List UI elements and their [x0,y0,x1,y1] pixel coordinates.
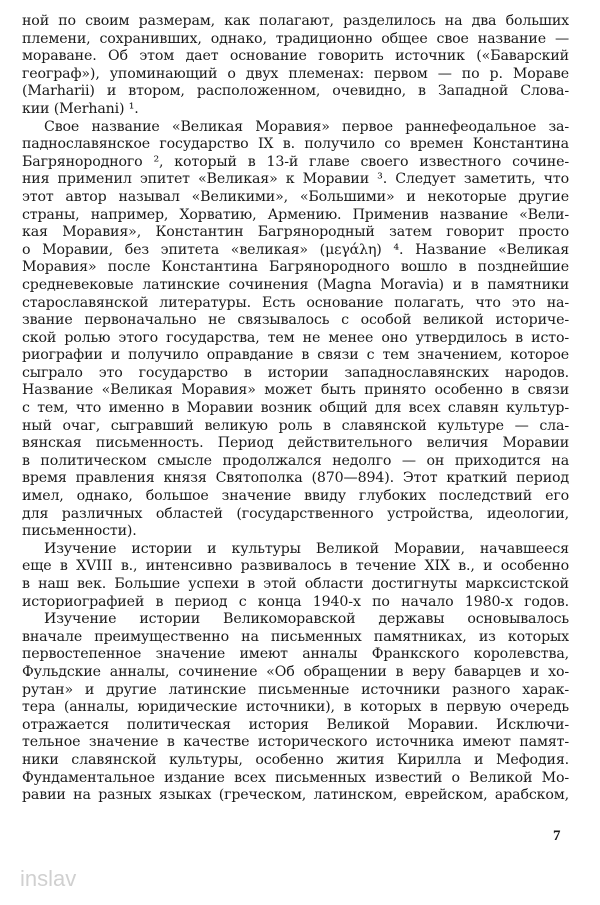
text-line: с тем, что именно в Моравии возник общий для всех славян культур- [22,400,569,417]
text-line: имел, однако, большое значение ввиду глубоких последствий его [22,488,569,505]
page-number: 7 [553,828,561,844]
text-line: кая Моравия», Константин Багрянородный затем говорит просто [22,224,569,241]
text-line: страны, например, Хорватию, Армению. Применив название «Вели- [22,206,569,223]
text-line: Изучение истории Великоморавской державы основывалось [44,611,569,628]
text-line: первостепенное значение имеют анналы Франкского королевства, [22,646,569,663]
text-line: еще в XVIII в., интенсивно развивалось в течение XIX в., и особенно [22,558,569,575]
text-line: тельное значение в качестве исторического источника имеют памят- [22,734,569,751]
text-line: о Моравии, без эпитета «великая» (μεγάλη) ⁴. Название «Великая [22,241,569,258]
text-line: Свое название «Великая Моравия» первое раннефеодальное за- [44,118,569,135]
text-line: Моравия» после Константина Багрянородного вошло в позднейшие [22,259,569,276]
text-line: тера (анналы, юридические источники), в которых в первую очередь [22,699,569,716]
text-line: вначале преимущественно на письменных памятниках, из которых [22,628,569,645]
text-line: старославянской литературы. Есть основание полагать, что это на- [22,294,569,311]
text-line: сыграло это государство в истории западнославянских народов. [22,364,569,381]
text-line: племени, сохранивших, однако, традиционно общее свое название — [22,30,569,47]
text-line: Фульдские анналы, сочинение «Об обращении в веру баварцев и хо- [22,663,569,680]
text-line: ной по своим размерам, как полагают, разделилось на два больших [22,13,569,29]
page-body-text [22,13,569,805]
text-line: ской ролью этого государства, тем не менее оно утвердилось в исто- [22,329,569,346]
text-line: географ»), упоминающий о двух племенах: первом — по р. Мораве [22,65,569,82]
text-line: в политическом смысле продолжался недолго — он приходится на [22,452,569,469]
text-line: паднославянское государство IX в. получило со времен Константина [22,136,569,153]
text-line: Багрянородного ², который в 13-й главе своего известного сочине- [22,153,569,170]
text-line: риографии и получило оправдание в связи с тем значением, которое [22,347,569,364]
text-line: ный очаг, сыгравший великую роль в славянской культуре — сла- [22,417,569,434]
text-line: ники славянской культуры, особенно жития Кирилла и Мефодия. [22,751,569,768]
text-line: Фундаментальное издание всех письменных известий о Великой Мо- [22,769,569,786]
text-line: мораване. Об этом дает основание говорить источник («Баварский [22,48,569,65]
text-line: ния применил эпитет «Великая» к Моравии ³. Следует заметить, что [22,171,569,188]
text-line: рутан» и другие латинские письменные источники разного харак- [22,681,569,698]
text-line: отражается политическая история Великой Моравии. Исключи- [22,716,569,733]
text-line: историографией в период с конца 1940-х по начало 1980-х годов. [22,593,569,610]
text-line: кии (Merhani) ¹. [22,100,139,117]
text-line: Изучение истории и культуры Великой Моравии, начавшееся [44,540,569,557]
text-line: Название «Великая Моравия» может быть принято особенно в связи [22,382,569,399]
text-line: в наш век. Большие успехи в этой области достигнуты марксистской [22,576,569,592]
text-line: равии на разных языках (греческом, латинском, еврейском, арабском, [22,787,569,804]
text-line: средневековые латинские сочинения (Magna Moravia) и в памятники [22,276,569,293]
text-line: для различных областей (государственного устройства, идеологии, [22,505,569,522]
text-line: вянская письменность. Период действительного величия Моравии [22,435,569,452]
text-line: этот автор называл «Великими», «Большими» и некоторые другие [22,188,569,205]
text-line: звание первоначально не связывалось с особой великой историче- [22,312,569,329]
text-line: письменности). [22,523,137,540]
text-line: время правления князя Святополка (870—894). Этот краткий период [22,470,569,487]
text-line: (Marharii) и втором, расположенном, очевидно, в Западной Слова- [22,83,569,100]
watermark: inslav [20,866,77,891]
